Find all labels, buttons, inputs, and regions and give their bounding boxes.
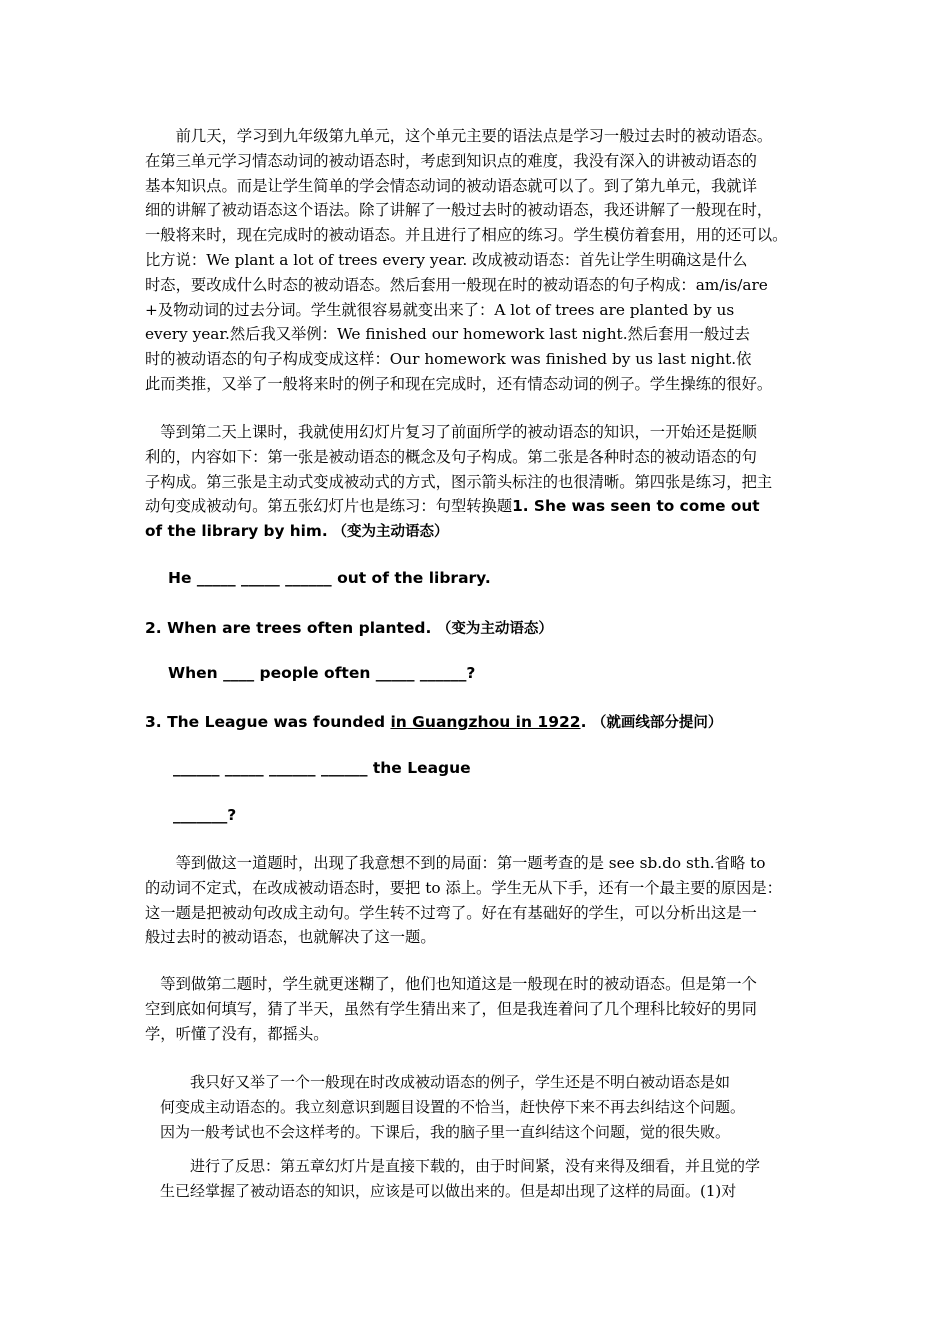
text-line: 时的被动语态的句子构成变成这样：Our homework was finished by us last night.依	[145, 350, 752, 369]
question-1-text: 1. She was seen to come out	[512, 497, 760, 516]
text-line: 等到第二天上课时，我就使用幻灯片复习了前面所学的被动语态的知识，一开始还是挺顺	[145, 423, 757, 441]
text-line: 在第三单元学习情态动词的被动语态时，考虑到知识点的难度，我没有深入的讲被动语态的	[145, 151, 757, 170]
question-3-instruction: （就画线部分提问）	[591, 714, 723, 731]
paragraph-problem	[145, 851, 820, 950]
text-line: 此而类推，又举了一般将来时的例子和现在完成时，还有情态动词的例子。学生操练的很好。	[145, 374, 773, 393]
question-1-continued	[145, 519, 820, 545]
question-1-answer: He _____ _____ ______ out of the library.	[168, 569, 491, 587]
paragraph-second-question	[145, 972, 820, 1046]
text-line-with-question	[145, 494, 820, 519]
question-2-text: 2. When are trees often planted.	[145, 619, 432, 637]
question-3-prefix: 3. The League was founded	[145, 713, 391, 731]
paragraph-lesson	[145, 420, 820, 545]
text-line: 般过去时的被动语态，也就解决了这一题。	[145, 928, 436, 947]
paragraph-intro	[145, 124, 820, 397]
text-line: 生已经掌握了被动语态的知识，应该是可以做出来的。但是却出现了这样的局面。(1)对	[160, 1182, 737, 1200]
text-line: 前几天，学习到九年级第九单元，这个单元主要的语法点是学习一般过去时的被动语态。	[145, 127, 773, 145]
text-line: 动句变成被动句。第五张幻灯片也是练习：句型转换题	[145, 497, 513, 516]
question-1-instruction: （变为主动语态）	[332, 523, 449, 541]
question-2	[145, 617, 553, 638]
text-line: 比方说：We plant a lot of trees every year. 改成被动语态：首先让学生明确这是什么	[145, 250, 748, 269]
question-3	[145, 711, 722, 732]
text-line: +及物动词的过去分词。学生就很容易就变出来了：A lot of trees are planted by us	[145, 300, 735, 319]
text-line: 子构成。第三张是主动式变成被动式的方式，图示箭头标注的也很清晰。第四张是练习，把主	[145, 472, 773, 491]
paragraph-reflection	[160, 1154, 820, 1204]
question-3-underlined: in Guangzhou in 1922	[390, 713, 581, 731]
text-line: 学，听懂了没有，都摇头。	[145, 1024, 329, 1043]
text-line: 这一题是把被动句改成主动句。学生转不过弯了。好在有基础好的学生，可以分析出这是一	[145, 903, 757, 922]
text-line: 我只好又举了一个一般现在时改成被动语态的例子，学生还是不明白被动语态是如	[160, 1073, 731, 1091]
text-line: 因为一般考试也不会这样考的。下课后，我的脑子里一直纠结这个问题，觉的很失败。	[160, 1123, 731, 1141]
text-line: 时态，要改成什么时态的被动语态。然后套用一般现在时的被动语态的句子构成：am/is/are	[145, 275, 768, 294]
text-line: every year.然后我又举例：We finished our homework last night.然后套用一般过去	[145, 325, 750, 344]
text-line: 的动词不定式，在改成被动语态时，要把 to 添上。学生无从下手，还有一个最主要的原因是：	[145, 878, 782, 897]
text-line: 进行了反思：第五章幻灯片是直接下载的，由于时间紧，没有来得及细看，并且觉的学	[160, 1157, 761, 1175]
question-1-text-end: of the library by him.	[145, 522, 328, 541]
question-2-answer: When ____ people often _____ ______?	[168, 664, 476, 682]
text-line: 等到做这一道题时，出现了我意想不到的局面：第一题考查的是 see sb.do sth.省略 to	[145, 854, 766, 872]
text-line: 何变成主动语态的。我立刻意识到题目设置的不恰当，赶快停下来不再去纠结这个问题。	[160, 1098, 746, 1116]
text-line: 细的讲解了被动语态这个语法。除了讲解了一般过去时的被动语态，我还讲解了一般现在时，	[145, 201, 773, 220]
text-line: 一般将来时，现在完成时的被动语态。并且进行了相应的练习。学生模仿着套用，用的还可以。	[145, 226, 788, 245]
paragraph-example	[160, 1070, 820, 1145]
text-line: 利的，内容如下：第一张是被动语态的概念及句子构成。第二张是各种时态的被动语态的句	[145, 447, 757, 466]
text-line: 等到做第二题时，学生就更迷糊了，他们也知道这是一般现在时的被动语态。但是第一个	[145, 975, 757, 993]
question-3-suffix: .	[580, 713, 587, 731]
text-line: 基本知识点。而是让学生简单的学会情态动词的被动语态就可以了。到了第九单元，我就详	[145, 176, 757, 195]
question-3-answer-line-2: _______?	[173, 806, 237, 824]
question-2-instruction: （变为主动语态）	[436, 620, 553, 637]
text-line: 空到底如何填写，猜了半天，虽然有学生猜出来了，但是我连着问了几个理科比较好的男同	[145, 999, 757, 1018]
question-3-answer-line-1: ______ _____ ______ ______ the League	[173, 759, 471, 777]
